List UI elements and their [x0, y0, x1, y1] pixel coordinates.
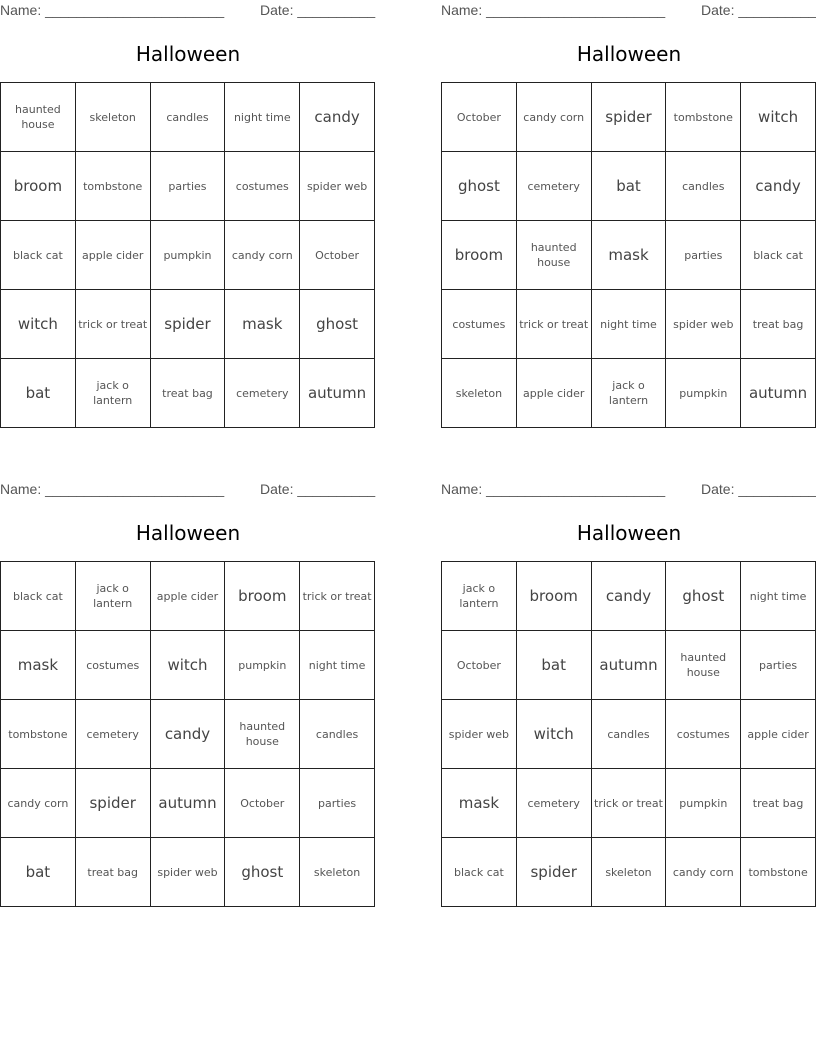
- bingo-cell[interactable]: pumpkin: [151, 221, 226, 290]
- bingo-grid: [0, 82, 375, 428]
- bingo-cell[interactable]: haunted house: [517, 221, 592, 290]
- grid-row: [1, 700, 375, 769]
- card-title: Halloween: [576, 521, 682, 545]
- bingo-cell[interactable]: treat bag: [151, 359, 226, 428]
- bingo-cell[interactable]: apple cider: [517, 359, 592, 428]
- bingo-cell[interactable]: mask: [225, 290, 300, 359]
- bingo-cell[interactable]: trick or treat: [300, 562, 375, 631]
- bingo-cell[interactable]: jack o lantern: [76, 562, 151, 631]
- bingo-cell[interactable]: treat bag: [76, 838, 151, 907]
- bingo-cell[interactable]: witch: [151, 631, 226, 700]
- bingo-cell[interactable]: candles: [592, 700, 667, 769]
- bingo-cell[interactable]: broom: [225, 562, 300, 631]
- bingo-cell[interactable]: witch: [741, 83, 816, 152]
- bingo-cell[interactable]: spider web: [666, 290, 741, 359]
- bingo-cell[interactable]: apple cider: [741, 700, 816, 769]
- bingo-cell[interactable]: jack o lantern: [592, 359, 667, 428]
- name-field[interactable]: Name: _______________________: [0, 481, 225, 497]
- name-field[interactable]: Name: _______________________: [441, 481, 666, 497]
- bingo-cell[interactable]: spider web: [300, 152, 375, 221]
- bingo-cell[interactable]: bat: [592, 152, 667, 221]
- bingo-cell[interactable]: pumpkin: [666, 359, 741, 428]
- bingo-cell[interactable]: trick or treat: [592, 769, 667, 838]
- bingo-cell[interactable]: October: [442, 83, 517, 152]
- bingo-cell[interactable]: haunted house: [225, 700, 300, 769]
- bingo-cell[interactable]: treat bag: [741, 290, 816, 359]
- bingo-cell[interactable]: skeleton: [300, 838, 375, 907]
- bingo-cell[interactable]: trick or treat: [76, 290, 151, 359]
- bingo-cell[interactable]: night time: [225, 83, 300, 152]
- grid-row: [1, 83, 375, 152]
- bingo-cell[interactable]: witch: [517, 700, 592, 769]
- bingo-cell[interactable]: autumn: [151, 769, 226, 838]
- grid-row: [1, 769, 375, 838]
- grid-row: [442, 700, 816, 769]
- bingo-cell[interactable]: bat: [1, 838, 76, 907]
- bingo-cell[interactable]: candles: [151, 83, 226, 152]
- bingo-cell[interactable]: bat: [517, 631, 592, 700]
- bingo-cell[interactable]: spider: [76, 769, 151, 838]
- bingo-grid: [441, 561, 816, 907]
- bingo-cell[interactable]: pumpkin: [225, 631, 300, 700]
- bingo-cell[interactable]: spider: [151, 290, 226, 359]
- bingo-cell[interactable]: candy: [300, 83, 375, 152]
- bingo-cell[interactable]: October: [300, 221, 375, 290]
- name-field[interactable]: Name: _______________________: [0, 2, 225, 18]
- bingo-cell[interactable]: mask: [1, 631, 76, 700]
- grid-row: [442, 769, 816, 838]
- bingo-cell[interactable]: haunted house: [1, 83, 76, 152]
- grid-row: [442, 359, 816, 428]
- grid-row: [442, 838, 816, 907]
- bingo-cell[interactable]: spider web: [442, 700, 517, 769]
- grid-row: [442, 290, 816, 359]
- bingo-cell[interactable]: black cat: [1, 562, 76, 631]
- bingo-cell[interactable]: bat: [1, 359, 76, 428]
- bingo-cell[interactable]: spider: [592, 83, 667, 152]
- bingo-cell[interactable]: candy corn: [666, 838, 741, 907]
- bingo-cell[interactable]: tombstone: [1, 700, 76, 769]
- bingo-cell[interactable]: autumn: [741, 359, 816, 428]
- bingo-cell[interactable]: parties: [666, 221, 741, 290]
- bingo-cell[interactable]: ghost: [300, 290, 375, 359]
- grid-row: [1, 359, 375, 428]
- bingo-cell[interactable]: skeleton: [76, 83, 151, 152]
- bingo-cell[interactable]: mask: [442, 769, 517, 838]
- bingo-cell[interactable]: candles: [300, 700, 375, 769]
- bingo-card-1: [0, 0, 376, 430]
- bingo-cell[interactable]: cemetery: [225, 359, 300, 428]
- bingo-cell[interactable]: October: [225, 769, 300, 838]
- grid-row: [442, 152, 816, 221]
- name-date-row: [0, 2, 376, 20]
- bingo-card-3: [0, 479, 376, 909]
- bingo-card-2: [441, 0, 816, 430]
- bingo-cell[interactable]: trick or treat: [517, 290, 592, 359]
- bingo-cell[interactable]: candy: [592, 562, 667, 631]
- date-field[interactable]: Date: __________: [701, 481, 816, 497]
- bingo-cell[interactable]: apple cider: [151, 562, 226, 631]
- bingo-cell[interactable]: tombstone: [666, 83, 741, 152]
- date-field[interactable]: Date: __________: [260, 481, 376, 497]
- bingo-cell[interactable]: broom: [517, 562, 592, 631]
- bingo-cell[interactable]: black cat: [741, 221, 816, 290]
- grid-row: [1, 838, 375, 907]
- bingo-card-4: [441, 479, 816, 909]
- bingo-cell[interactable]: parties: [741, 631, 816, 700]
- bingo-cell[interactable]: broom: [1, 152, 76, 221]
- grid-row: [1, 290, 375, 359]
- grid-row: [1, 221, 375, 290]
- bingo-grid: [0, 561, 375, 907]
- bingo-cell[interactable]: skeleton: [442, 359, 517, 428]
- bingo-cell[interactable]: jack o lantern: [76, 359, 151, 428]
- bingo-cell[interactable]: ghost: [442, 152, 517, 221]
- card-title: Halloween: [576, 42, 682, 66]
- bingo-cell[interactable]: treat bag: [741, 769, 816, 838]
- bingo-cell[interactable]: tombstone: [741, 838, 816, 907]
- bingo-cell[interactable]: black cat: [442, 838, 517, 907]
- bingo-cell[interactable]: costumes: [666, 700, 741, 769]
- bingo-cell[interactable]: candy: [151, 700, 226, 769]
- name-date-row: [441, 2, 816, 20]
- bingo-cell[interactable]: autumn: [300, 359, 375, 428]
- bingo-cell[interactable]: ghost: [666, 562, 741, 631]
- bingo-cell[interactable]: candy: [741, 152, 816, 221]
- bingo-cell[interactable]: jack o lantern: [442, 562, 517, 631]
- bingo-cell[interactable]: candy corn: [517, 83, 592, 152]
- grid-row: [442, 83, 816, 152]
- bingo-cell[interactable]: cemetery: [76, 700, 151, 769]
- bingo-cell[interactable]: night time: [741, 562, 816, 631]
- bingo-cell[interactable]: skeleton: [592, 838, 667, 907]
- bingo-cell[interactable]: costumes: [225, 152, 300, 221]
- bingo-cell[interactable]: cemetery: [517, 769, 592, 838]
- card-title: Halloween: [135, 521, 241, 545]
- name-date-row: [441, 481, 816, 499]
- bingo-cell[interactable]: haunted house: [666, 631, 741, 700]
- grid-row: [442, 631, 816, 700]
- date-field[interactable]: Date: __________: [260, 2, 376, 18]
- bingo-cell[interactable]: witch: [1, 290, 76, 359]
- bingo-cell[interactable]: spider web: [151, 838, 226, 907]
- grid-row: [1, 152, 375, 221]
- grid-row: [442, 562, 816, 631]
- date-field[interactable]: Date: __________: [701, 2, 816, 18]
- name-field[interactable]: Name: _______________________: [441, 2, 666, 18]
- bingo-cell[interactable]: autumn: [592, 631, 667, 700]
- bingo-cell[interactable]: parties: [151, 152, 226, 221]
- name-date-row: [0, 481, 376, 499]
- bingo-cell[interactable]: costumes: [76, 631, 151, 700]
- grid-row: [442, 221, 816, 290]
- grid-row: [1, 562, 375, 631]
- bingo-cell[interactable]: tombstone: [76, 152, 151, 221]
- bingo-cell[interactable]: pumpkin: [666, 769, 741, 838]
- bingo-cell[interactable]: broom: [442, 221, 517, 290]
- bingo-cell[interactable]: cemetery: [517, 152, 592, 221]
- bingo-cell[interactable]: costumes: [442, 290, 517, 359]
- bingo-grid: [441, 82, 816, 428]
- card-title: Halloween: [135, 42, 241, 66]
- bingo-cell[interactable]: night time: [300, 631, 375, 700]
- bingo-cell[interactable]: black cat: [1, 221, 76, 290]
- bingo-cell[interactable]: candy corn: [1, 769, 76, 838]
- bingo-cell[interactable]: mask: [592, 221, 667, 290]
- bingo-cell[interactable]: spider: [517, 838, 592, 907]
- bingo-cell[interactable]: candy corn: [225, 221, 300, 290]
- bingo-cell[interactable]: night time: [592, 290, 667, 359]
- bingo-cell[interactable]: apple cider: [76, 221, 151, 290]
- grid-row: [1, 631, 375, 700]
- bingo-cell[interactable]: October: [442, 631, 517, 700]
- bingo-cell[interactable]: ghost: [225, 838, 300, 907]
- bingo-cell[interactable]: candles: [666, 152, 741, 221]
- bingo-cell[interactable]: parties: [300, 769, 375, 838]
